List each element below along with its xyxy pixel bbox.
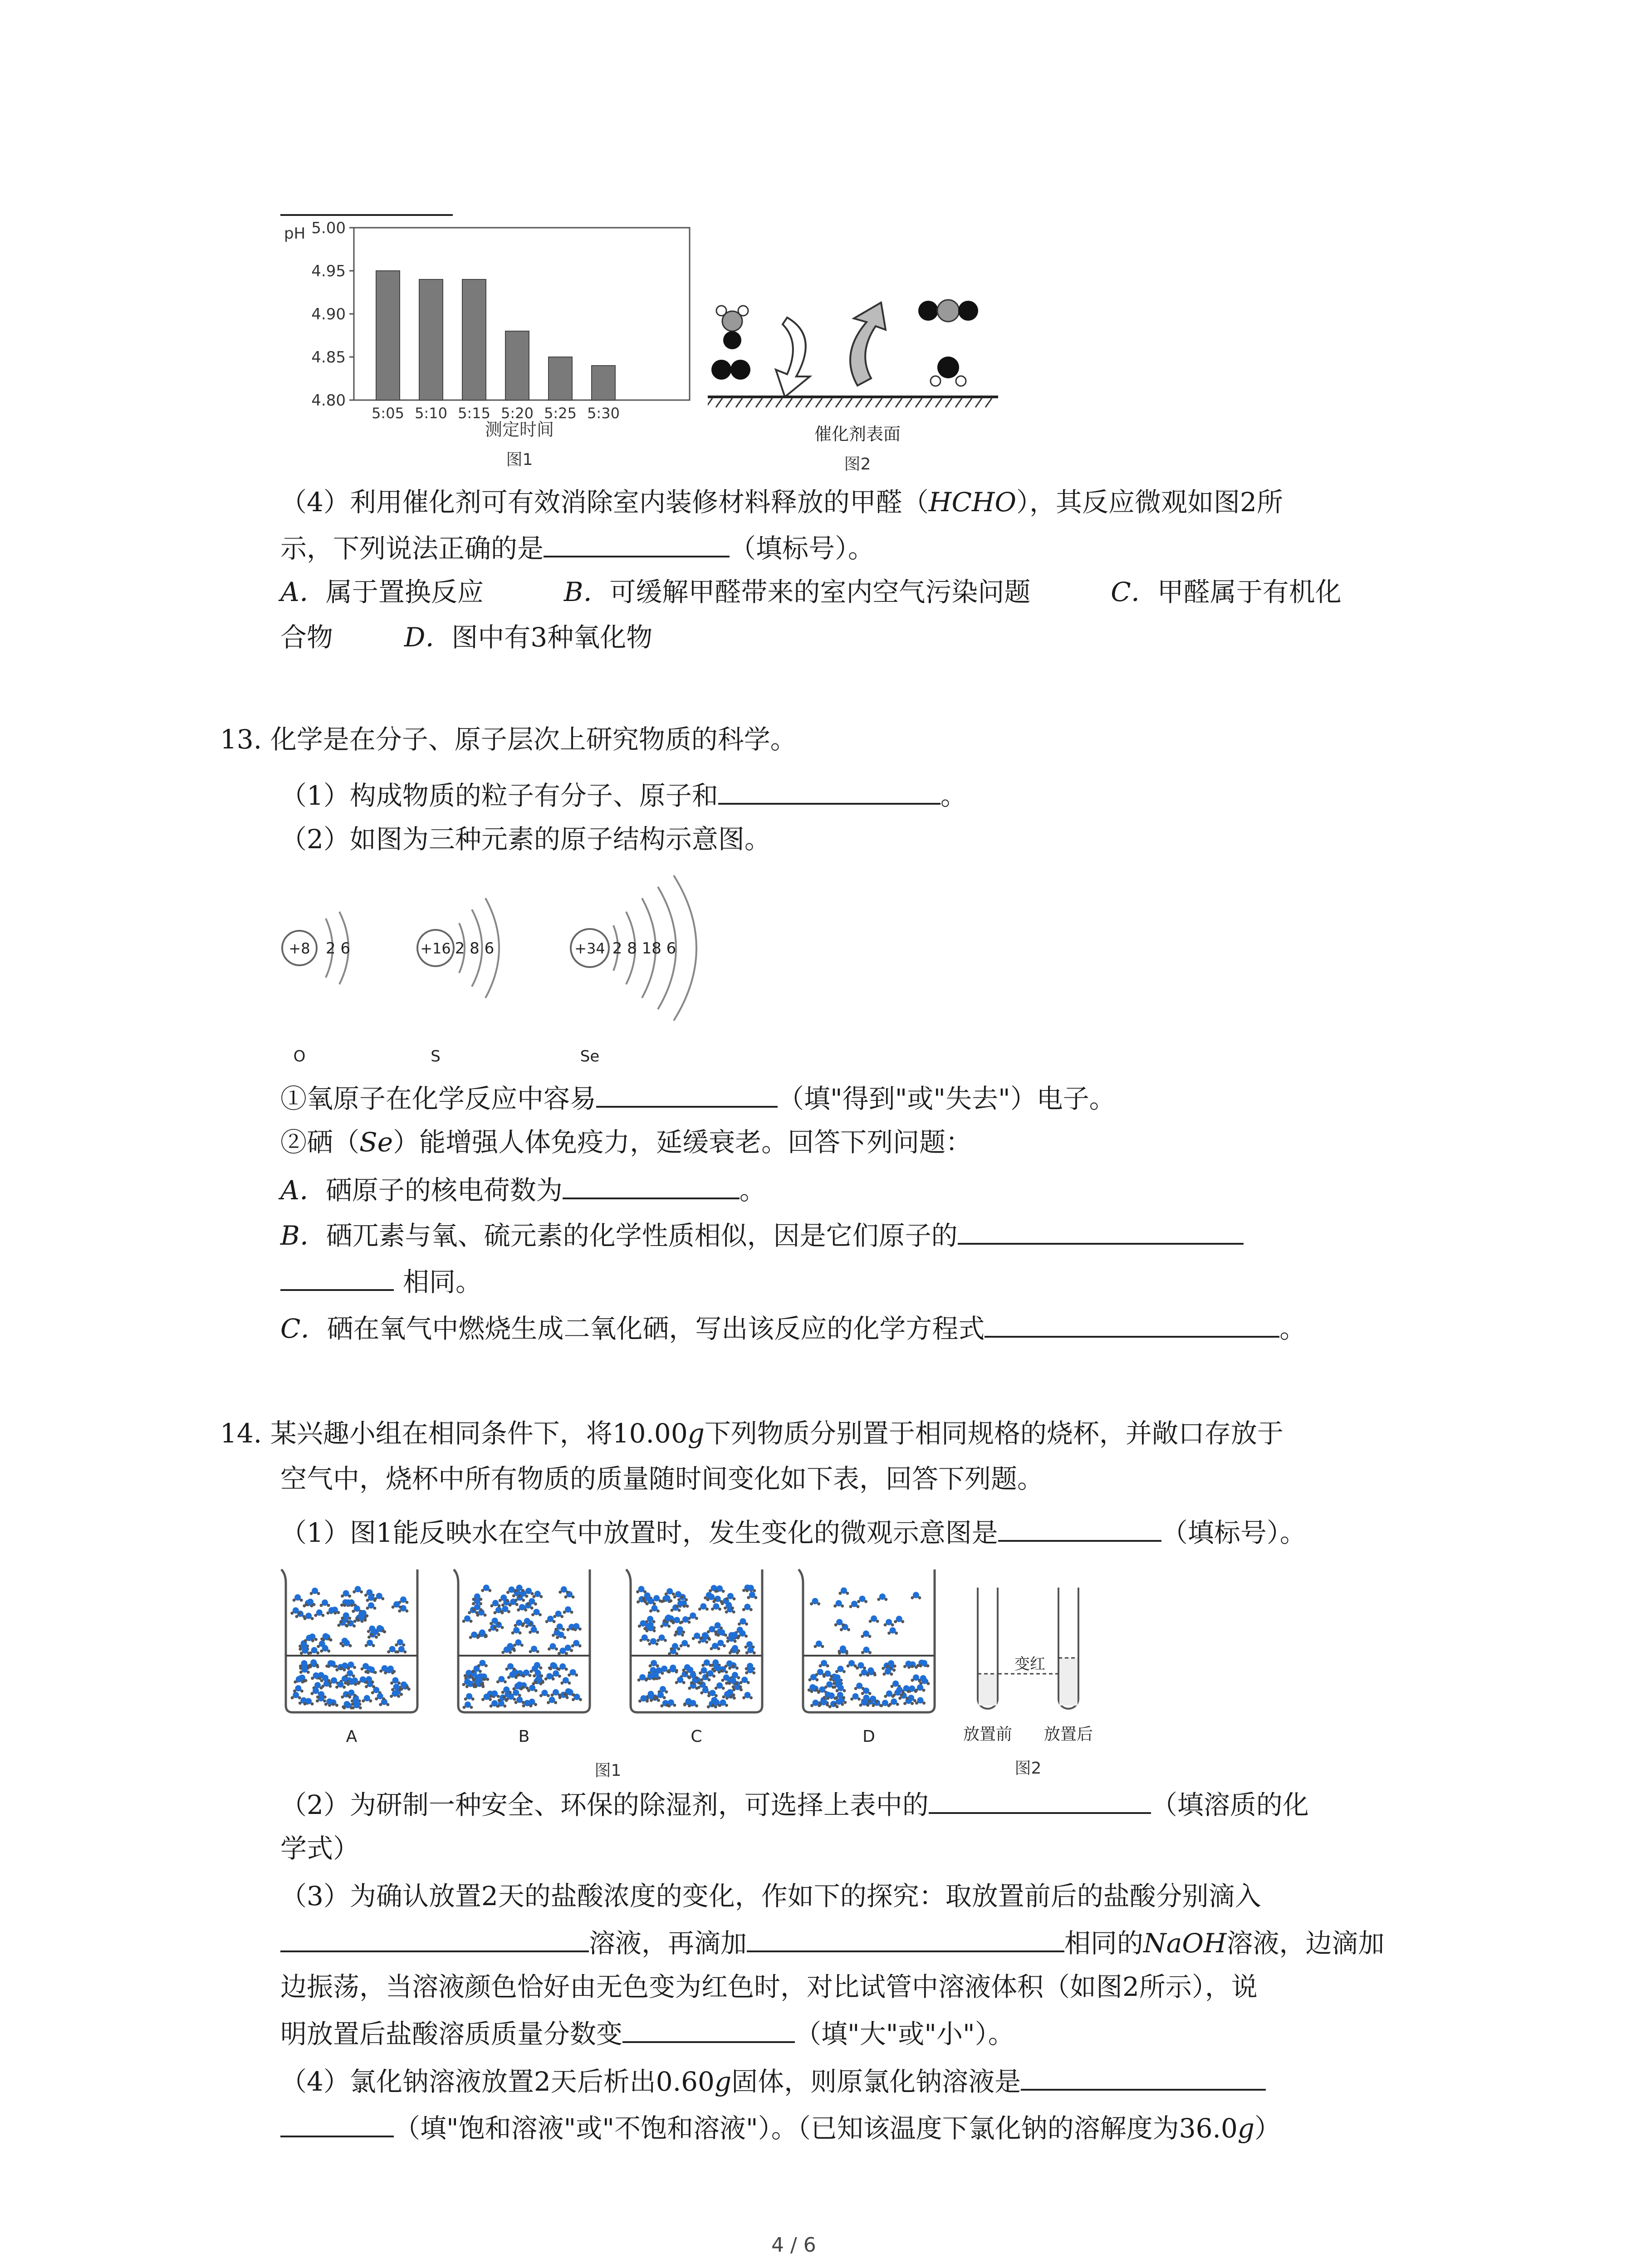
x-tick-label: 5:20 bbox=[501, 405, 534, 422]
arrow-left-icon bbox=[850, 303, 886, 386]
q13-sub2: ②硒（Se）能增强人体免疫力，延缓衰老。回答下列问题： bbox=[280, 1127, 972, 1158]
q14-part1: （1）图1能反映水在空气中放置时，发生变化的微观示意图是 （填标号）。 bbox=[280, 1513, 1306, 1551]
ph-bar-chart bbox=[272, 218, 708, 476]
atomic-structure-diagrams bbox=[272, 862, 726, 1075]
page-number: 4 / 6 bbox=[771, 2234, 816, 2257]
beaker-A bbox=[281, 1569, 417, 1746]
beaker-D bbox=[798, 1569, 935, 1746]
co2-molecule bbox=[918, 300, 978, 322]
fig1-caption: 图1 bbox=[506, 450, 533, 469]
x-tick-label: 5:15 bbox=[458, 405, 490, 422]
q14-stem-line2: 空气中，烧杯中所有物质的质量随时间变化如下表，回答下列题。 bbox=[280, 1463, 1044, 1494]
q14-stem-line1: 14. 某兴趣小组在相同条件下，将10.00g下列物质分别置于相同规格的烧杯，并敞口存放于 bbox=[220, 1418, 1283, 1449]
beaker-label: B bbox=[518, 1727, 530, 1746]
oxygen-molecule bbox=[711, 360, 750, 380]
q14-fig2-caption: 图2 bbox=[1014, 1759, 1042, 1778]
q13-part2: （2）如图为三种元素的原子结构示意图。 bbox=[280, 824, 771, 855]
q12-stem-line2: 示，下列说法正确的是 （填标号）。 bbox=[280, 528, 874, 567]
q13-sub1: ①氧原子在化学反应中容易 （填"得到"或"失去"）电子。 bbox=[280, 1079, 1116, 1117]
q14-part2: （2）为研制一种安全、环保的除湿剂，可选择上表中的 （填溶质的化 bbox=[280, 1785, 1309, 1823]
y-tick-label: 5.00 bbox=[311, 219, 346, 237]
answer-blank[interactable] bbox=[929, 1785, 1151, 1814]
q14-part4-line2: （填"饱和溶液"或"不饱和溶液"）。（已知该温度下氯化钠的溶解度为36.0g） bbox=[280, 2108, 1281, 2146]
answer-blank[interactable] bbox=[596, 1079, 778, 1108]
answer-blank[interactable] bbox=[747, 1923, 1064, 1952]
beaker-label: A bbox=[346, 1727, 358, 1746]
turns-red-label: 变红 bbox=[1014, 1655, 1045, 1673]
selenium-atom-diagram bbox=[571, 875, 696, 1066]
chart-xlabel: 测定时间 bbox=[485, 420, 554, 440]
after-label: 放置后 bbox=[1043, 1725, 1093, 1744]
answer-blank[interactable] bbox=[985, 1309, 1279, 1338]
before-label: 放置前 bbox=[963, 1725, 1013, 1744]
svg-text:+8: +8 bbox=[289, 940, 310, 957]
answer-blank[interactable] bbox=[1021, 2062, 1266, 2091]
svg-text:2 8 18 6: 2 8 18 6 bbox=[612, 939, 676, 958]
beaker-label: D bbox=[862, 1727, 875, 1746]
beaker-B bbox=[454, 1569, 590, 1746]
q14-part3-line2: 溶液，再滴加 相同的NaOH溶液，边滴加 bbox=[280, 1923, 1385, 1961]
q14-part3-line4: 明放置后盐酸溶质质量分数变 （填"大"或"小"）。 bbox=[280, 2014, 1014, 2052]
test-tubes bbox=[963, 1588, 1093, 1778]
q12-stem-line1: （4）利用催化剂可有效消除室内装修材料释放的甲醛（HCHO），其反应微观如图2所 bbox=[280, 487, 1283, 518]
answer-blank[interactable] bbox=[280, 2108, 394, 2137]
answer-blank[interactable] bbox=[280, 1262, 394, 1291]
bar-5:10 bbox=[419, 279, 443, 400]
bar-5:30 bbox=[592, 366, 615, 400]
y-tick-label: 4.80 bbox=[311, 391, 346, 410]
q14-part3-line3: 边振荡，当溶液颜色恰好由无色变为红色时，对比试管中溶液体积（如图2所示），说 bbox=[280, 1971, 1258, 2002]
chart-ylabel: pH bbox=[284, 225, 306, 243]
q13-sub-a: A．硒原子的核电荷数为 。 bbox=[280, 1170, 766, 1208]
top-rule bbox=[280, 214, 453, 216]
answer-blank[interactable] bbox=[718, 776, 941, 805]
q13-part1: （1）构成物质的粒子有分子、原子和 。 bbox=[280, 776, 967, 814]
q13-sub-b: B．硒兀素与氧、硫元素的化学性质相似，因是它们原子的 bbox=[280, 1216, 1244, 1254]
catalyst-surface-label: 催化剂表面 bbox=[814, 424, 901, 444]
answer-blank[interactable] bbox=[622, 2014, 795, 2043]
y-tick-label: 4.85 bbox=[311, 348, 346, 367]
answer-blank[interactable] bbox=[958, 1216, 1244, 1245]
beaker-figures bbox=[272, 1560, 1134, 1787]
answer-blank[interactable] bbox=[544, 528, 730, 557]
bar-5:25 bbox=[549, 357, 572, 400]
q13-sub-b-cont: 相同。 bbox=[280, 1262, 482, 1300]
q12-options-line2: 合物 D．图中有3种氧化物 bbox=[280, 622, 653, 653]
sulfur-atom-diagram bbox=[417, 898, 499, 1066]
answer-blank[interactable] bbox=[998, 1513, 1161, 1542]
svg-text:2 8 6: 2 8 6 bbox=[455, 939, 495, 958]
svg-text:Se: Se bbox=[580, 1047, 600, 1066]
answer-blank[interactable] bbox=[563, 1170, 740, 1199]
q14-part2-cont: 学式） bbox=[280, 1833, 360, 1864]
beaker-C bbox=[626, 1569, 762, 1746]
x-tick-label: 5:10 bbox=[415, 405, 447, 422]
svg-text:+34: +34 bbox=[574, 940, 605, 957]
q12-options-line1: A．属于置换反应 B．可缓解甲醛带来的室内空气污染问题 C．甲醛属于有机化 bbox=[280, 577, 1342, 607]
q13-stem: 13. 化学是在分子、原子层次上研究物质的科学。 bbox=[220, 724, 797, 755]
q13-sub-c: C．硒在氧气中燃烧生成二氧化硒，写出该反应的化学方程式 。 bbox=[280, 1309, 1306, 1347]
answer-blank[interactable] bbox=[280, 1923, 589, 1952]
beaker-label: C bbox=[691, 1727, 702, 1746]
fig2-caption: 图2 bbox=[844, 455, 871, 474]
x-tick-label: 5:25 bbox=[544, 405, 577, 422]
x-tick-label: 5:05 bbox=[372, 405, 404, 422]
oxygen-atom-diagram bbox=[282, 912, 350, 1066]
catalyst-reaction-diagram bbox=[708, 290, 1016, 476]
bar-5:20 bbox=[505, 331, 529, 400]
water-molecule bbox=[931, 357, 966, 386]
x-tick-label: 5:30 bbox=[587, 405, 620, 422]
q14-part4-line1: （4）氯化钠溶液放置2天后析出0.60g固体，则原氯化钠溶液是 bbox=[280, 2062, 1266, 2100]
y-tick-label: 4.95 bbox=[311, 262, 346, 280]
svg-text:O: O bbox=[293, 1047, 306, 1066]
svg-text:2 6: 2 6 bbox=[325, 939, 351, 958]
svg-text:S: S bbox=[431, 1047, 441, 1066]
svg-text:+16: +16 bbox=[420, 940, 451, 957]
formaldehyde-molecule bbox=[716, 306, 748, 349]
bar-5:15 bbox=[462, 279, 486, 400]
bar-5:05 bbox=[376, 271, 400, 400]
q14-part3-line1: （3）为确认放置2天的盐酸浓度的变化，作如下的探究：取放置前后的盐酸分别滴入 bbox=[280, 1881, 1261, 1911]
arrow-right-icon bbox=[776, 318, 810, 397]
y-tick-label: 4.90 bbox=[311, 305, 346, 323]
q14-fig1-caption: 图1 bbox=[594, 1761, 622, 1780]
